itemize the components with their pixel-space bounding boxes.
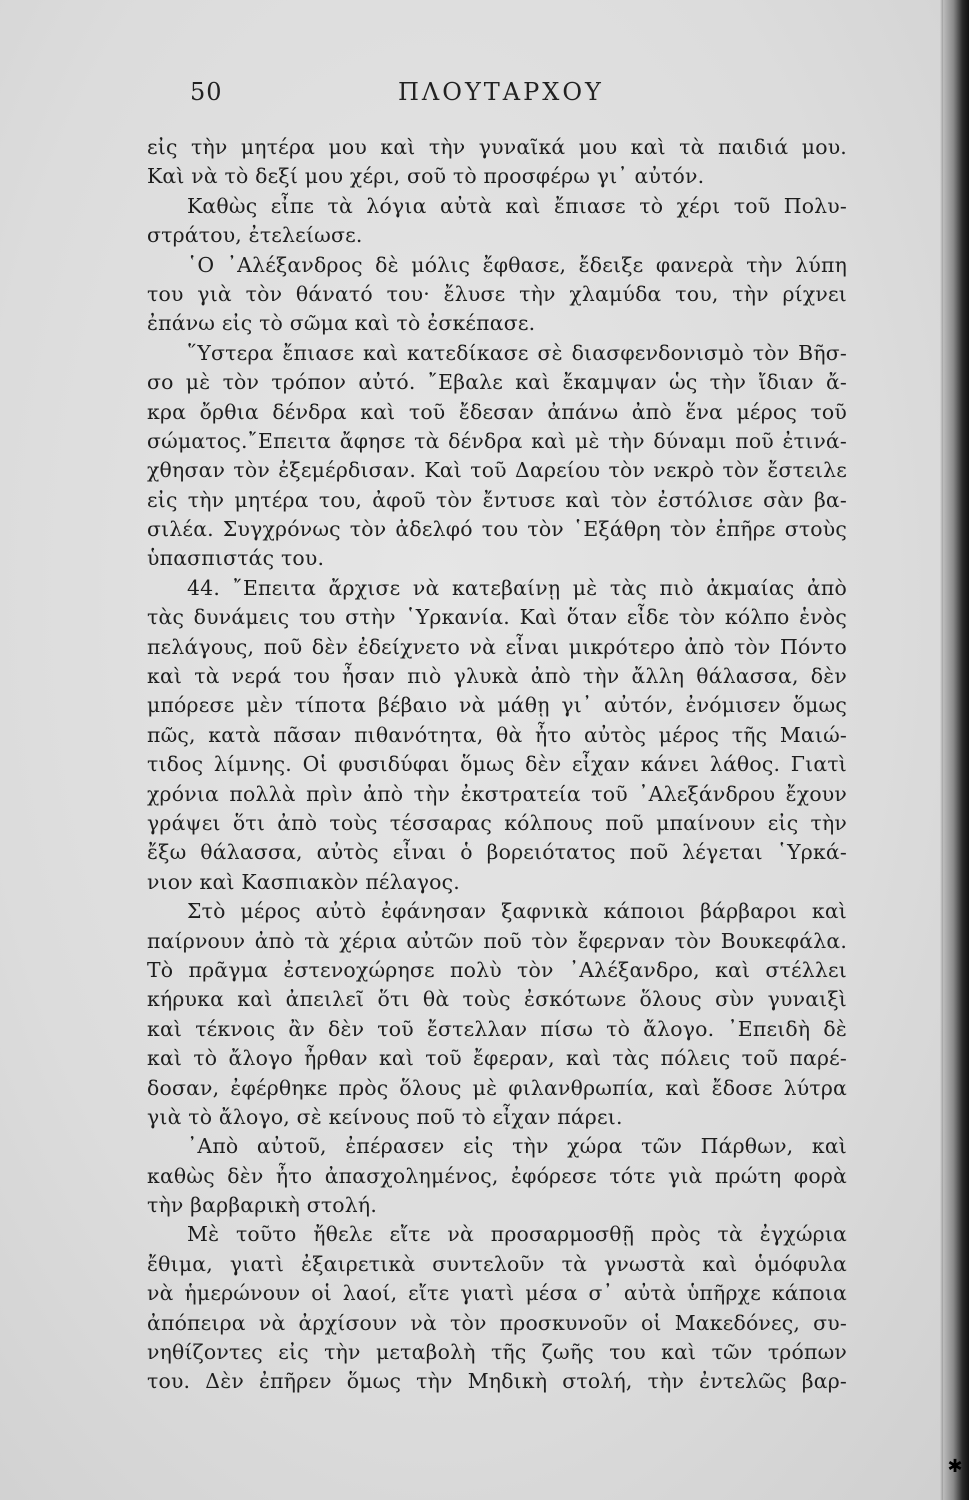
text-line: ῾Ο ᾽Αλέξανδρος δὲ μόλις ἔφθασε, ἔδειξε φανερὰ τὴν λύπη [187, 252, 847, 277]
text-line: ἔθιμα, γιατὶ ἐξαιρετικὰ συντελοῦν τὰ γνωστὰ καὶ ὁμόφυλα [147, 1251, 847, 1276]
text-line: δοσαν, ἐφέρθηκε πρὸς ὅλους μὲ φιλανθρωπία, καὶ ἔδοσε λύτρα [147, 1075, 847, 1100]
text-line: εἰς τὴν μητέρα μου καὶ τὴν γυναῖκά μου καὶ τὰ παιδιά μου. [147, 135, 847, 159]
text-line: νὰ ἡμερώνουν οἱ λαοί, εἴτε γιατὶ μέσα σ᾽ αὐτὰ ὑπῆρχε κάποια [147, 1281, 847, 1306]
text-line: μπόρεσε μὲν τίποτα βέβαιο νὰ μάθῃ γι᾽ αὐτόν, ἐνόμισεν ὅμως [147, 693, 847, 718]
text-line: γιὰ τὸ ἄλογο, σὲ κείνους ποῦ τὸ εἶχαν πάρει. [147, 1104, 623, 1129]
text-line: νηθίζοντες εἰς τὴν μεταβολὴ τῆς ζωῆς του καὶ τῶν τρόπων [147, 1340, 847, 1365]
text-line: ῞Υστερα ἔπιασε καὶ κατεδίκασε σὲ διασφενδονισμὸ τὸν Βῆσ- [187, 340, 847, 365]
text-line: τὴν βαρβαρικὴ στολή. [147, 1193, 377, 1218]
text-line: νιον καὶ Κασπιακὸν πέλαγος. [147, 869, 460, 894]
text-line: του γιὰ τὸν θάνατό του· ἔλυσε τὴν χλαμύδα του, τὴν ρίχνει [147, 281, 847, 306]
text-line: στράτου, ἐτελείωσε. [147, 223, 363, 248]
text-line: κήρυκα καὶ ἀπειλεῖ ὅτι θὰ τοὺς ἐσκότωνε ὅλους σὺν γυναιξὶ [147, 987, 847, 1012]
text-line: καὶ τὸ ἄλογο ἦρθαν καὶ τοῦ ἔφεραν, καὶ τὰς πόλεις τοῦ παρέ- [147, 1046, 847, 1071]
text-line: Στὸ μέρος αὐτὸ ἐφάνησαν ξαφνικὰ κάποιοι βάρβαροι καὶ [187, 899, 847, 924]
text-line: γράψει ὅτι ἀπὸ τοὺς τέσσαρας κόλπους ποῦ μπαίνουν εἰς τὴν [147, 810, 847, 835]
section-44-start: 44. ῎Επειτα ἄρχισε νὰ κατεβαίνῃ μὲ τὰς πιὸ ἀκμαίας ἀπὸ [187, 575, 847, 600]
text-line: Καθὼς εἶπε τὰ λόγια αὐτὰ καὶ ἔπιασε τὸ χέρι τοῦ Πολυ- [187, 193, 847, 218]
text-line: Καὶ νὰ τὸ δεξί μου χέρι, σοῦ τὸ προσφέρω γι᾽ αὐτόν. [147, 164, 705, 189]
text-line: εἰς τὴν μητέρα του, ἀφοῦ τὸν ἔντυσε καὶ τὸν ἐστόλισε σὰν βα- [147, 487, 847, 512]
text-line: κρα ὄρθια δένδρα καὶ τοῦ ἔδεσαν ἀπάνω ἀπὸ ἕνα μέρος τοῦ [147, 399, 847, 424]
text-line: πελάγους, ποῦ δὲν ἐδείχνετο νὰ εἶναι μικρότερο ἀπὸ τὸν Πόντο [147, 634, 847, 659]
text-line: του. Δὲν ἐπῆρεν ὅμως τὴν Μηδικὴ στολή, τὴν ἐντελῶς βαρ- [147, 1369, 847, 1394]
text-line: καθὼς δὲν ἦτο ἀπασχολημένος, ἐφόρεσε τότε γιὰ πρώτη φορὰ [147, 1163, 847, 1188]
text-line: σώματος.῎Επειτα ἄφησε τὰ δένδρα καὶ μὲ τὴν δύναμι ποῦ ἐτινά- [147, 428, 847, 453]
page-edge-shadow [940, 0, 943, 1500]
text-line: ᾽Απὸ αὐτοῦ, ἐπέρασεν εἰς τὴν χώρα τῶν Πάρθων, καὶ [187, 1134, 847, 1159]
text-line: τὰς δυνάμεις του στὴν ῾Υρκανία. Καὶ ὅταν εἶδε τὸν κόλπο ἑνὸς [147, 605, 847, 630]
running-title: ΠΛΟΥΤΑΡΧΟΥ [398, 78, 604, 106]
text-line: σιλέα. Συγχρόνως τὸν ἀδελφό του τὸν ῾Εξάθρη τὸν ἐπῆρε στοὺς [147, 517, 847, 542]
page-header [190, 78, 610, 112]
text-line: ἐπάνω εἰς τὸ σῶμα καὶ τὸ ἐσκέπασε. [147, 311, 536, 336]
text-line: καὶ τὰ νερά του ἦσαν πιὸ γλυκὰ ἀπὸ τὴν ἄλλη θάλασσα, δὲν [147, 664, 847, 689]
text-line: χθησαν τὸν ἐξεμέρδισαν. Καὶ τοῦ Δαρείου τὸν νεκρὸ τὸν ἔστειλε [147, 458, 847, 483]
text-line: τιδος λίμνης. Οἱ φυσιδύφαι ὅμως δὲν εἶχαν κάνει λάθος. Γιατὶ [147, 752, 847, 777]
text-line: σο μὲ τὸν τρόπον αὐτό. ῎Εβαλε καὶ ἔκαμψαν ὡς τὴν ἴδιαν ἄ- [147, 370, 847, 395]
text-line: Τὸ πρᾶγμα ἐστενοχώρησε πολὺ τὸν ᾽Αλέξανδρο, καὶ στέλλει [147, 957, 847, 982]
page-corner-mark-icon: ✱ [947, 1456, 963, 1477]
text-line: καὶ τέκνοις ἂν δὲν τοῦ ἔστελλαν πίσω τὸ ἄλογο. ᾽Επειδὴ δὲ [147, 1016, 847, 1041]
text-line: παίρνουν ἀπὸ τὰ χέρια αὐτῶν ποῦ τὸν ἔφερναν τὸν Βουκεφάλα. [147, 928, 847, 953]
text-line: χρόνια πολλὰ πρὶν ἀπὸ τὴν ἐκστρατεία τοῦ ᾽Αλεξάνδρου ἔχουν [147, 781, 847, 806]
text-line: πῶς, κατὰ πᾶσαν πιθανότητα, θὰ ἦτο αὐτὸς μέρος τῆς Μαιώ- [147, 722, 847, 747]
body-text [147, 133, 847, 1397]
text-line: ὑπασπιστάς του. [147, 546, 325, 571]
page-number: 50 [190, 78, 223, 106]
text-line: ἀπόπειρα νὰ ἀρχίσουν νὰ τὸν προσκυνοῦν οἱ Μακεδόνες, συ- [147, 1310, 847, 1335]
text-line: Μὲ τοῦτο ἤθελε εἴτε νὰ προσαρμοσθῇ πρὸς τὰ ἐγχώρια [187, 1222, 847, 1247]
book-spine-shadow [943, 0, 969, 1500]
text-line: ἔξω θάλασσα, αὐτὸς εἶναι ὁ βορειότατος ποῦ λέγεται ῾Υρκά- [147, 840, 847, 865]
